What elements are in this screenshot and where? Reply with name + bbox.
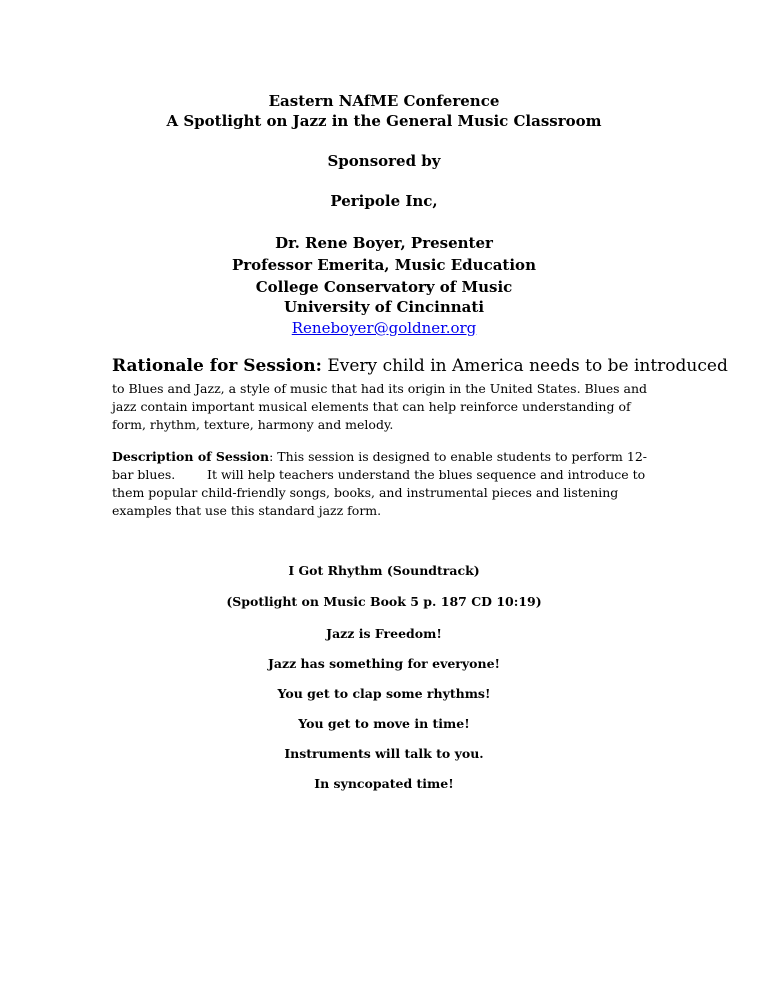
description-label: Description of Session — [112, 449, 270, 464]
rationale-line: to Blues and Jazz, a style of music that had its origin in the United States. Blues and — [112, 381, 648, 396]
song-title: I Got Rhythm (Soundtrack) — [288, 563, 480, 578]
presenter-title: Professor Emerita, Music Education — [232, 256, 536, 274]
description-text: : This session is designed to enable students to perform 12- — [269, 449, 648, 464]
description-body — [112, 448, 660, 520]
song-source: (Spotlight on Music Book 5 p. 187 CD 10:19) — [226, 594, 542, 609]
rationale-body — [112, 380, 660, 434]
rationale-heading — [112, 355, 728, 377]
rationale-line: jazz contain important musical elements that can help reinforce understanding of — [112, 399, 631, 414]
description-line: examples that use this standard jazz form. — [112, 503, 382, 518]
description-line: them popular child-friendly songs, books, and instrumental pieces and listening — [112, 485, 619, 500]
email-line — [0, 318, 768, 338]
song-line: Instruments will talk to you. — [284, 746, 484, 761]
session-title: A Spotlight on Jazz in the General Music Classroom — [166, 112, 602, 130]
sponsor-name: Peripole Inc, — [330, 192, 438, 210]
description-first-line — [112, 448, 660, 466]
rationale-line: form, rhythm, texture, harmony and melody. — [112, 417, 394, 432]
song-line: You get to clap some rhythms! — [277, 686, 491, 701]
sponsored-by: Sponsored by — [327, 152, 441, 170]
conference-title: Eastern NAfME Conference — [268, 92, 500, 110]
song-line: You get to move in time! — [298, 716, 470, 731]
email-link[interactable]: Reneboyer@goldner.org — [291, 319, 477, 337]
song-line: Jazz has something for everyone! — [267, 656, 501, 671]
song-line: Jazz is Freedom! — [326, 626, 442, 641]
university: University of Cincinnati — [283, 298, 485, 316]
song-line: In syncopated time! — [314, 776, 454, 791]
description-line: bar blues. It will help teachers understand the blues sequence and introduce to — [112, 467, 646, 482]
rationale-lead: Every child in America needs to be introduced — [327, 356, 728, 376]
presenter: Dr. Rene Boyer, Presenter — [275, 234, 493, 252]
rationale-label: Rationale for Session: — [112, 356, 322, 376]
college: College Conservatory of Music — [255, 278, 513, 296]
